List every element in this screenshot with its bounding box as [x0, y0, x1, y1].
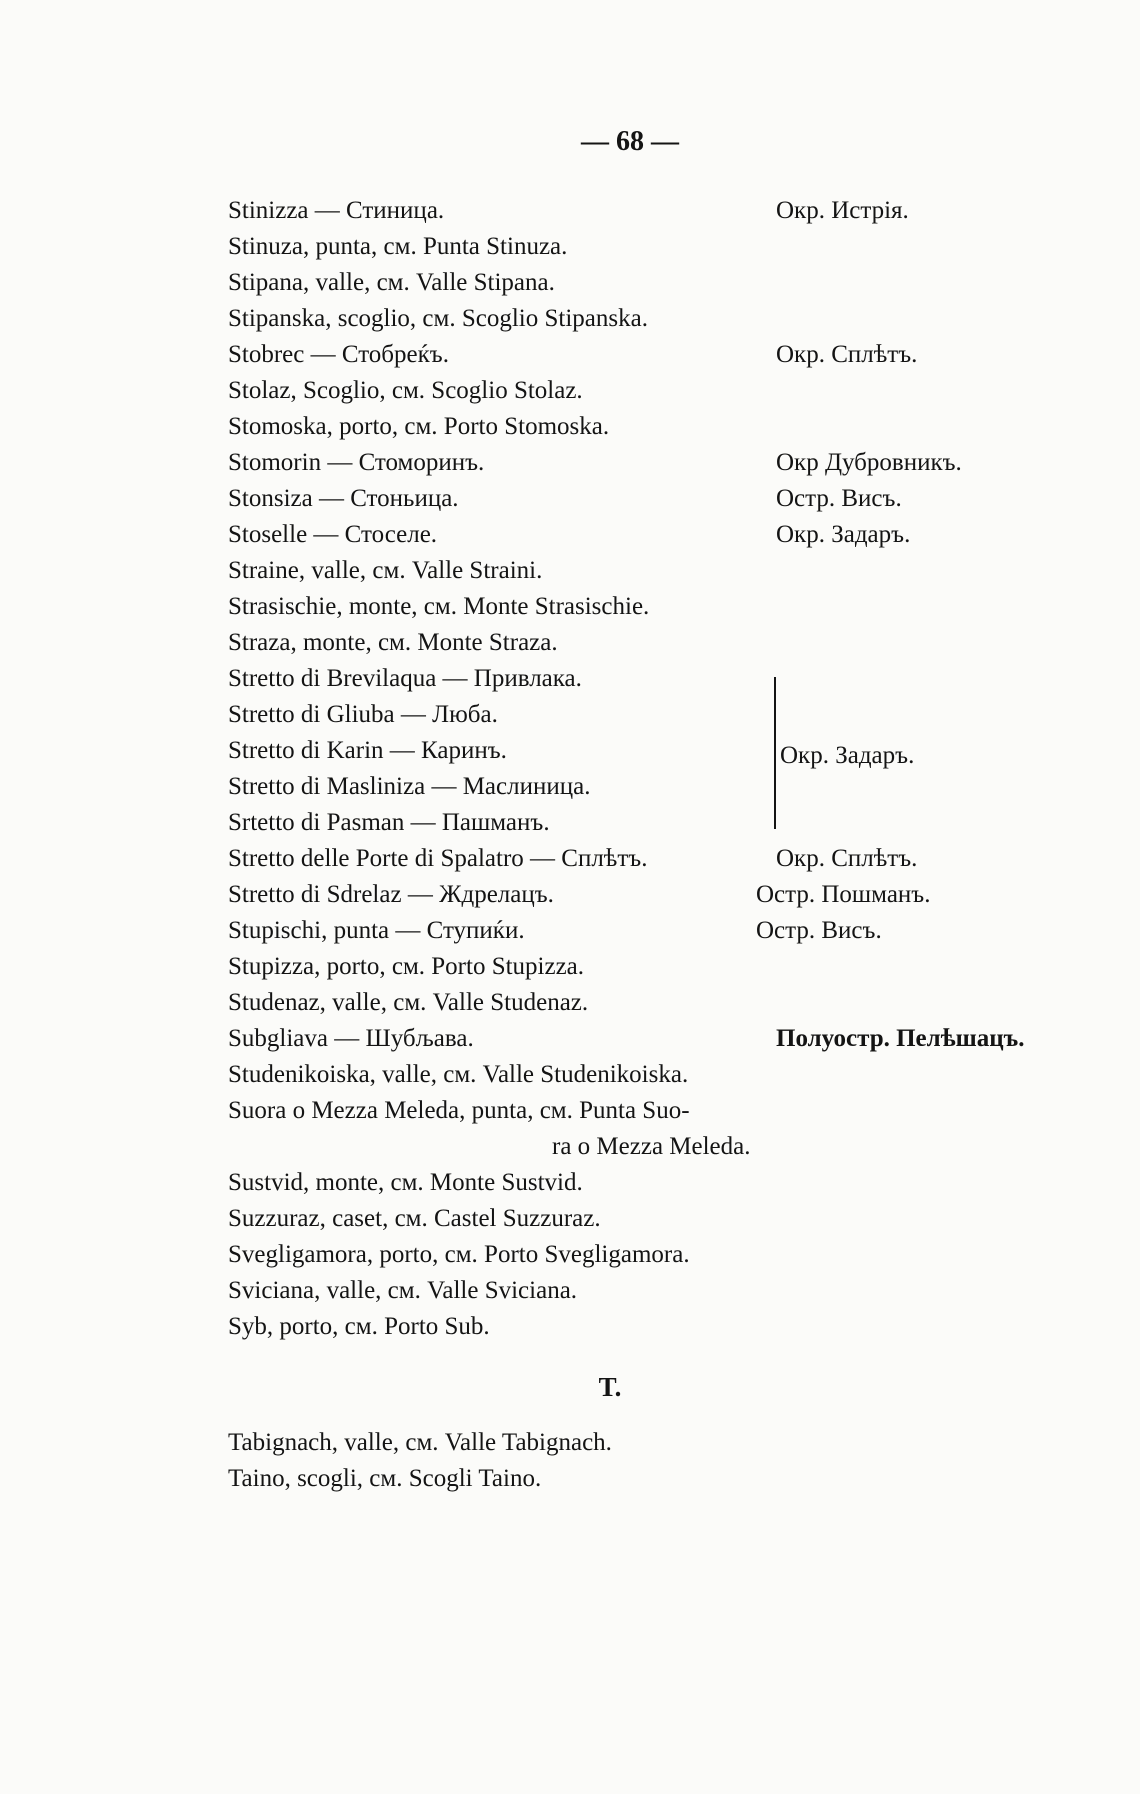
entry-name: Sustvid, monte, см. Monte Sustvid. [228, 1169, 583, 1196]
entry-row [0, 1309, 1140, 1345]
entry-name: Suora o Mezza Meleda, punta, см. Punta Suo- [228, 1097, 690, 1124]
entry-row [0, 1093, 1140, 1129]
entry-name: Stomorin — Стоморинъ. [228, 449, 485, 476]
brace-line [774, 677, 776, 829]
entry-row [0, 553, 1140, 589]
brace-region-label: Окр. Задаръ. [780, 742, 915, 769]
entry-name: Straza, monte, см. Monte Straza. [228, 629, 558, 656]
entry-name: Taino, scogli, см. Scogli Taino. [228, 1465, 542, 1492]
entry-row [0, 1237, 1140, 1273]
entry-name: Stobrec — Стобреќъ. [228, 341, 449, 368]
entry-row [0, 373, 1140, 409]
entry-row [0, 985, 1140, 1021]
entry-name: Strasischie, monte, см. Monte Strasischie. [228, 593, 650, 620]
entry-name: Straine, valle, см. Valle Straini. [228, 557, 543, 584]
entry-row [0, 517, 1140, 553]
entry-row [0, 1425, 1140, 1461]
entry-row [0, 841, 1140, 877]
entry-region: Окр. Сплѣтъ. [776, 341, 918, 368]
entry-name: Stretto di Gliuba — Люба. [228, 701, 498, 728]
entry-region: Остр. Висъ. [756, 917, 882, 944]
entry-name: Stipanska, scoglio, см. Scoglio Stipanska. [228, 305, 648, 332]
entry-region: Полуостр. Пелѣшацъ. [776, 1025, 1025, 1052]
entry-name: Stretto di Masliniza — Маслиница. [228, 773, 591, 800]
entry-region: Окр Дубровникъ. [776, 449, 962, 476]
entry-name: Sviciana, valle, см. Valle Sviciana. [228, 1277, 578, 1304]
entry-row [0, 481, 1140, 517]
entry-row [0, 805, 1140, 841]
entry-name: Stretto di Brevilaqua — Привлака. [228, 665, 582, 692]
entry-name: Stinuza, punta, см. Punta Stinuza. [228, 233, 568, 260]
entry-row [0, 1165, 1140, 1201]
entry-row [0, 445, 1140, 481]
entry-name: Stretto di Sdrelaz — Ждрелацъ. [228, 881, 554, 908]
entry-row [0, 913, 1140, 949]
section-letter: T. [598, 1372, 622, 1402]
entry-row [0, 265, 1140, 301]
entry-region: Остр. Висъ. [776, 485, 902, 512]
entry-row [0, 733, 1140, 769]
page-number: — 68 — [581, 126, 679, 157]
entry-name: Stupischi, punta — Ступиќи. [228, 917, 525, 944]
entry-name: Tabignach, valle, см. Valle Tabignach. [228, 1429, 612, 1456]
entry-name: Stonsiza — Стоньица. [228, 485, 459, 512]
entry-row [0, 589, 1140, 625]
entry-row [0, 229, 1140, 265]
entry-name: Studenaz, valle, см. Valle Studenaz. [228, 989, 589, 1016]
entry-region: Окр. Задаръ. [776, 521, 911, 548]
entry-name: Svegligamora, porto, см. Porto Svegligamora. [228, 1241, 690, 1268]
entry-name: Suzzuraz, caset, см. Castel Suzzuraz. [228, 1205, 601, 1232]
entry-row [0, 301, 1140, 337]
entry-row [0, 949, 1140, 985]
entry-region: Окр. Сплѣтъ. [776, 845, 918, 872]
entry-row [0, 1461, 1140, 1497]
entry-row [0, 1057, 1140, 1093]
entry-row [0, 1021, 1140, 1057]
entry-row [0, 1273, 1140, 1309]
entry-row [0, 193, 1140, 229]
entry-row [0, 625, 1140, 661]
entry-row [0, 769, 1140, 805]
entry-name: Syb, porto, см. Porto Sub. [228, 1313, 490, 1340]
entry-name: Stretto delle Porte di Spalatro — Сплѣтъ. [228, 845, 648, 872]
entry-name: Stomoska, porto, см. Porto Stomoska. [228, 413, 610, 440]
entry-row [0, 877, 1140, 913]
entry-name: Stoselle — Стоселе. [228, 521, 438, 548]
entry-row-continuation [0, 1129, 1140, 1165]
entry-row [0, 1201, 1140, 1237]
entry-row [0, 337, 1140, 373]
entry-name: Studenikoiska, valle, см. Valle Studenikoiska. [228, 1061, 689, 1088]
entry-name: Srtetto di Pasman — Пашманъ. [228, 809, 550, 836]
entry-row [0, 409, 1140, 445]
entry-name: Stinizza — Стиница. [228, 197, 445, 224]
entry-name: Stupizza, porto, см. Porto Stupizza. [228, 953, 585, 980]
entry-name: Stipana, valle, см. Valle Stipana. [228, 269, 555, 296]
entry-name: Subgliava — Шубљава. [228, 1025, 474, 1052]
entry-name: Stolaz, Scoglio, см. Scoglio Stolaz. [228, 377, 583, 404]
entry-row [0, 697, 1140, 733]
entry-region: Остр. Пошманъ. [756, 881, 931, 908]
entry-row [0, 661, 1140, 697]
entry-region: Окр. Истрія. [776, 197, 909, 224]
entry-name: ra o Mezza Meleda. [552, 1133, 751, 1160]
entry-name: Stretto di Karin — Каринъ. [228, 737, 507, 764]
